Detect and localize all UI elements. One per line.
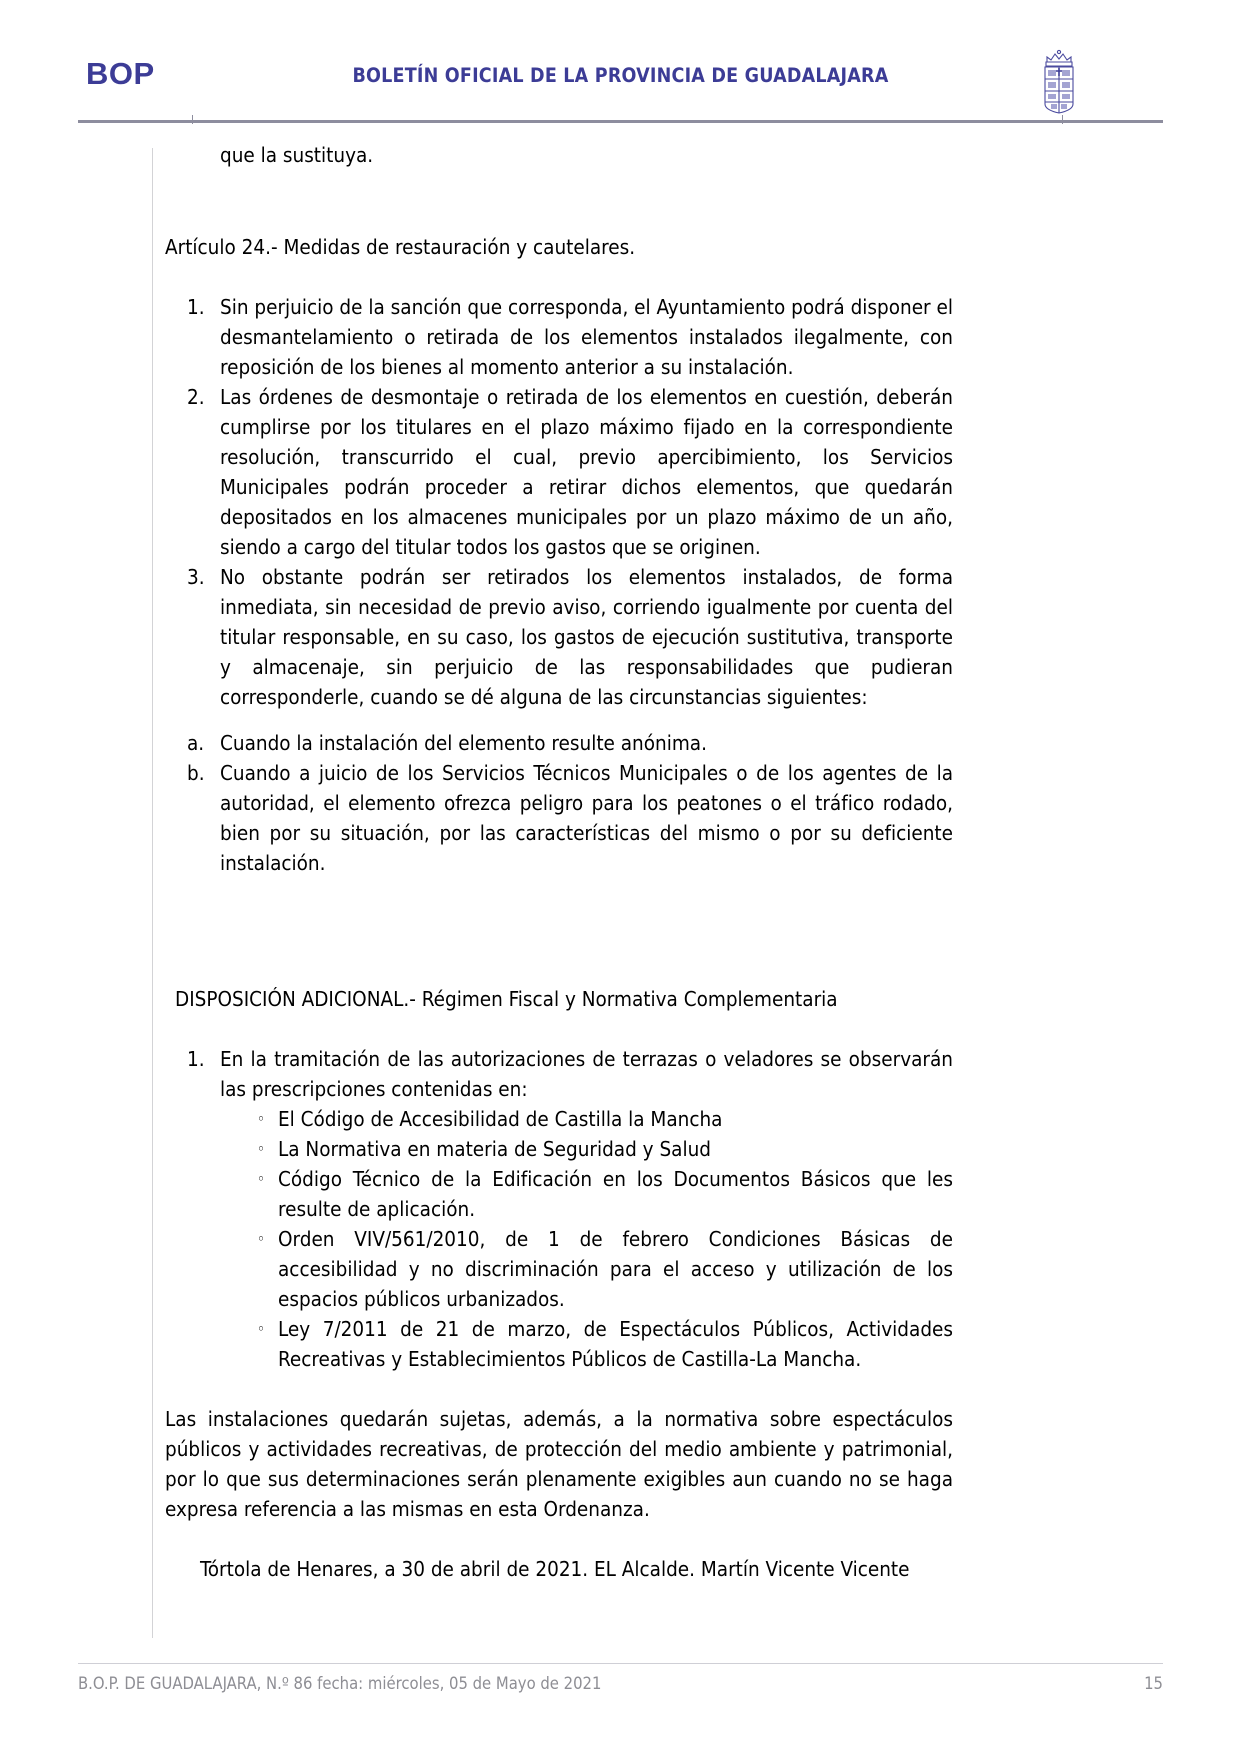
page-footer	[78, 1674, 1163, 1698]
page-header	[78, 46, 1163, 108]
normative-bullet-list	[165, 1104, 953, 1374]
list-item	[165, 758, 953, 878]
bulletin-title: BOLETÍN OFICIAL DE LA PROVINCIA DE GUADALAJARA	[352, 64, 889, 87]
circumstance-list	[165, 728, 953, 878]
circle-bullet-icon: ◦	[257, 1320, 265, 1338]
coat-of-arms-icon	[1035, 46, 1083, 116]
left-margin-rule	[152, 148, 153, 1638]
list-marker: a.	[187, 731, 205, 755]
continued-line: que la sustituya.	[220, 143, 374, 167]
header-divider-tick-right	[1062, 115, 1063, 124]
circle-bullet-icon: ◦	[257, 1140, 265, 1158]
list-item-text: Cuando la instalación del elemento resulte anónima.	[220, 731, 707, 755]
circle-bullet-icon: ◦	[257, 1110, 265, 1128]
list-item	[165, 1134, 953, 1164]
list-item-text: Cuando a juicio de los Servicios Técnicos Municipales o de los agentes de la autoridad, el elemento ofrezca peligro para los peatones o el tráfico rodado, bien por su situación, por las características del mismo o por su deficiente instalación.	[220, 761, 953, 875]
bop-logo: BOP	[86, 56, 155, 91]
page-number: 15	[1144, 1674, 1163, 1693]
list-marker: 1.	[187, 1047, 205, 1071]
list-item	[165, 728, 953, 758]
list-item-text: Orden VIV/561/2010, de 1 de febrero Condiciones Básicas de accesibilidad y no discriminación para el acceso y utilización de los espacios públicos urbanizados.	[278, 1227, 953, 1311]
list-item	[165, 1314, 953, 1374]
list-item	[165, 382, 953, 562]
list-item-text: En la tramitación de las autorizaciones de terrazas o veladores se observarán las prescripciones contenidas en:	[220, 1047, 953, 1101]
disposition-heading: DISPOSICIÓN ADICIONAL.- Régimen Fiscal y Normativa Complementaria	[175, 987, 838, 1011]
list-item	[165, 1104, 953, 1134]
list-marker: 2.	[187, 385, 205, 409]
list-item-text: La Normativa en materia de Seguridad y Salud	[278, 1137, 711, 1161]
list-item-text: El Código de Accesibilidad de Castilla la Mancha	[278, 1107, 723, 1131]
header-divider-tick-left	[192, 115, 193, 124]
list-item-text: Sin perjuicio de la sanción que corresponda, el Ayuntamiento podrá disponer el desmantelamiento o retirada de los elementos instalados ilegalmente, con reposición de los bienes al momento anterior a su instalación.	[220, 295, 953, 379]
article-heading: Artículo 24.- Medidas de restauración y cautelares.	[165, 235, 636, 259]
list-item-text: Código Técnico de la Edificación en los Documentos Básicos que les resulte de aplicación.	[278, 1167, 953, 1221]
footer-divider	[78, 1663, 1163, 1664]
list-item-text: No obstante podrán ser retirados los elementos instalados, de forma inmediata, sin necesidad de previo aviso, corriendo igualmente por cuenta del titular responsable, en su caso, los gastos de ejecución sustitutiva, transporte y almacenaje, sin perjuicio de las responsabilidades que pudieran corresponderle, cuando se dé alguna de las circunstancias siguientes:	[220, 565, 953, 709]
list-marker: b.	[187, 761, 205, 785]
disposition-list	[165, 1044, 953, 1104]
closing-paragraph: Las instalaciones quedarán sujetas, además, a la normativa sobre espectáculos públicos y actividades recreativas, de protección del medio ambiente y patrimonial, por lo que sus determinaciones serán plenamente exigibles aun cuando no se haga expresa referencia a las mismas en esta Ordenanza.	[165, 1407, 953, 1521]
list-item	[165, 1044, 953, 1104]
circle-bullet-icon: ◦	[257, 1230, 265, 1248]
header-divider	[78, 120, 1163, 123]
circle-bullet-icon: ◦	[257, 1170, 265, 1188]
list-item	[165, 1164, 953, 1224]
list-item	[165, 562, 953, 712]
list-marker: 1.	[187, 295, 205, 319]
footer-source-text: B.O.P. DE GUADALAJARA, N.º 86 fecha: miércoles, 05 de Mayo de 2021	[78, 1674, 602, 1693]
list-item-text: Las órdenes de desmontaje o retirada de los elementos en cuestión, deberán cumplirse por los titulares en el plazo máximo fijado en la correspondiente resolución, transcurrido el cual, previo apercibimiento, los Servicios Municipales podrán proceder a retirar dichos elementos, que quedarán depositados en los almacenes municipales por un plazo máximo de un año, siendo a cargo del titular todos los gastos que se originen.	[220, 385, 953, 559]
list-marker: 3.	[187, 565, 205, 589]
list-item	[165, 292, 953, 382]
list-item	[165, 1224, 953, 1314]
signature-line: Tórtola de Henares, a 30 de abril de 2021. EL Alcalde. Martín Vicente Vicente	[200, 1557, 910, 1581]
article-item-list	[165, 292, 953, 712]
list-item-text: Ley 7/2011 de 21 de marzo, de Espectáculos Públicos, Actividades Recreativas y Establecimientos Públicos de Castilla-La Mancha.	[278, 1317, 953, 1371]
